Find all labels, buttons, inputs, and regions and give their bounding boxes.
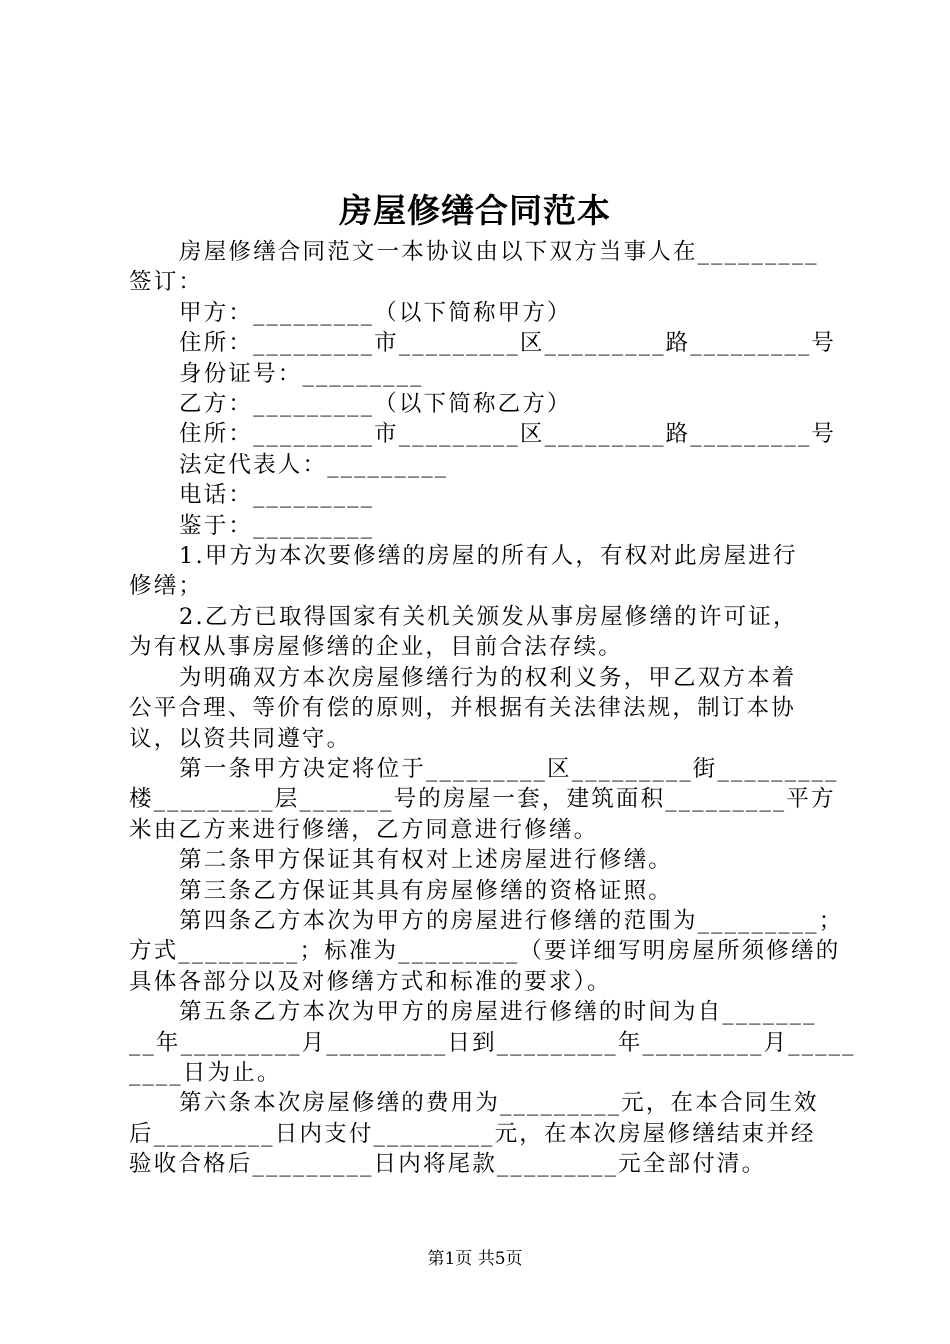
contract-body bbox=[129, 237, 856, 1180]
party-a-address: 住所：_________市_________区_________路_________号 bbox=[179, 330, 837, 357]
party-b-line: 乙方：_________（以下简称乙方） bbox=[179, 391, 572, 418]
text-line: 议，以资共同遵守。 bbox=[129, 725, 352, 752]
text-line: 2.乙方已取得国家有关机关颁发从事房屋修缮的许可证， bbox=[179, 603, 798, 630]
text-line: 修缮； bbox=[129, 573, 204, 600]
party-b-address: 住所：_________市_________区_________路_________号 bbox=[179, 421, 837, 448]
legal-rep-line: 法定代表人：_________ bbox=[179, 451, 449, 478]
article-2-line: 第二条甲方保证其有权对上述房屋进行修缮。 bbox=[179, 847, 674, 874]
phone-line: 电话：_________ bbox=[179, 482, 375, 509]
party-a-line: 甲方：_________（以下简称甲方） bbox=[179, 299, 572, 326]
text-line: 楼_________层_______号的房屋一套，建筑面积_________平方 bbox=[129, 786, 836, 813]
id-number-line: 身份证号：_________ bbox=[179, 360, 424, 387]
text-line: ____日为止。 bbox=[129, 1059, 282, 1086]
page-number: 第1页 共5页 bbox=[427, 1249, 523, 1269]
article-1-line: 第一条甲方决定将位于_________区_________街_________ bbox=[179, 755, 839, 782]
whereas-line: 鉴于：_________ bbox=[179, 512, 375, 539]
article-4-line: 第四条乙方本次为甲方的房屋进行修缮的范围为_________； bbox=[179, 907, 844, 934]
article-6-line: 第六条本次房屋修缮的费用为_________元，在本合同生效 bbox=[179, 1090, 819, 1117]
article-5-line: 第五条乙方本次为甲方的房屋进行修缮的时间为自_______ bbox=[179, 999, 817, 1026]
document-title: 房屋修缮合同范本 bbox=[339, 191, 611, 230]
text-line: 为有权从事房屋修缮的企业，目前合法存续。 bbox=[129, 634, 624, 661]
text-line: 方式_________；标准为_________（要详细写明房屋所须修缮的 bbox=[129, 938, 841, 965]
text-line: 1.甲方为本次要修缮的房屋的所有人，有权对此房屋进行 bbox=[179, 543, 798, 570]
text-line: 为明确双方本次房屋修缮行为的权利义务，甲乙双方本着 bbox=[179, 664, 797, 691]
text-line: 公平合理、等价有偿的原则，并根据有关法律法规，制订本协 bbox=[129, 695, 796, 722]
text-line: 房屋修缮合同范文一本协议由以下双方当事人在_________ bbox=[179, 239, 819, 265]
text-line: 具体各部分以及对修缮方式和标准的要求）。 bbox=[129, 968, 612, 995]
text-line: __年_________月_________日到_________年_________月_____ bbox=[129, 1029, 856, 1056]
article-3-line: 第三条乙方保证其具有房屋修缮的资格证照。 bbox=[179, 877, 674, 904]
text-line: 签订： bbox=[129, 269, 204, 296]
text-line: 验收合格后_________日内将尾款_________元全部付清。 bbox=[129, 1151, 767, 1178]
text-line: 米由乙方来进行修缮，乙方同意进行修缮。 bbox=[129, 816, 599, 843]
text-line: 后_________日内支付_________元，在本次房屋修缮结束并经 bbox=[129, 1120, 816, 1147]
